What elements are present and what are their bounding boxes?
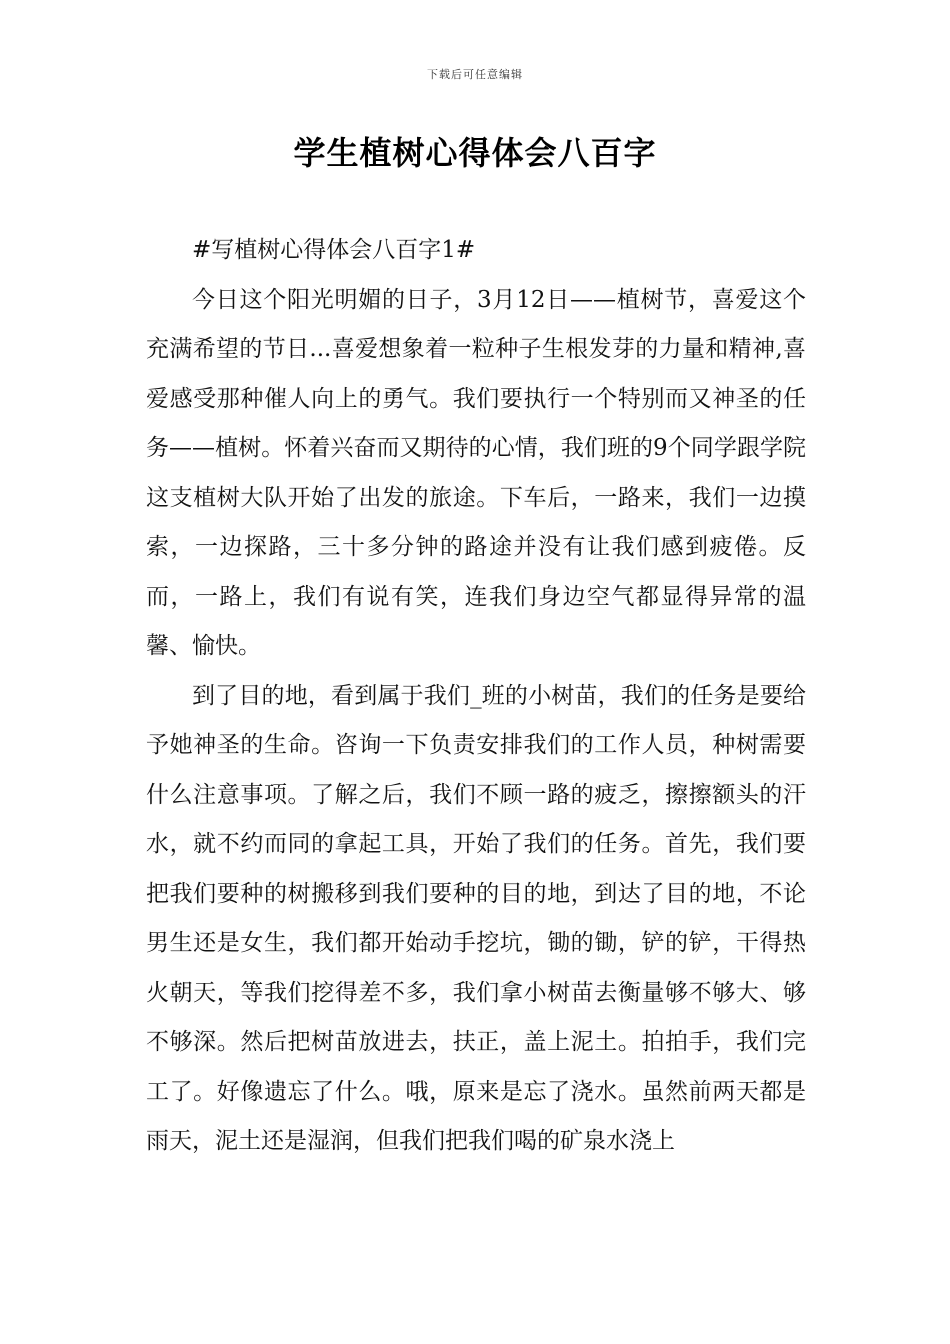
paragraph-2: 到了目的地，看到属于我们_班的小树苗，我们的任务是要给予她神圣的生命。咨询一下负责安排我们的工作人员，种树需要什么注意事项。了解之后，我们不顾一路的疲乏，擦擦额头的汗水，就不约而同的拿起工具，开始了我们的任务。首先，我们要把我们要种的树搬移到我们要种的目的地，到达了目的地，不论男生还是女生，我们都开始动手挖坑，锄的锄，铲的铲，干得热火朝天，等我们挖得差不多，我们拿小树苗去衡量够不够大、够不够深。然后把树苗放进去，扶正，盖上泥土。拍拍手，我们完工了。好像遗忘了什么。哦，原来是忘了浇水。虽然前两天都是雨天，泥土还是湿润，但我们把我们喝的矿泉水浇上 bbox=[146, 682, 806, 1154]
paragraph-1: 今日这个阳光明媚的日子，3月12日——植树节，喜爱这个充满希望的节日...喜爱想象着一粒种子生根发芽的力量和精神,喜爱感受那种催人向上的勇气。我们要执行一个特别而又神圣的任务——植树。怀着兴奋而又期待的心情，我们班的9个同学跟学院这支植树大队开始了出发的旅途。下车后，一路来，我们一边摸索，一边探路，三十多分钟的路途并没有让我们感到疲倦。反而，一路上，我们有说有笑，连我们身边空气都显得异常的温馨、愉快。 bbox=[146, 286, 806, 659]
document-title: 学生植树心得体会八百字 bbox=[293, 134, 657, 172]
header-note: 下载后可任意编辑 bbox=[427, 68, 523, 81]
section-heading: #写植树心得体会八百字1# bbox=[192, 237, 476, 263]
document-body bbox=[146, 226, 806, 1167]
